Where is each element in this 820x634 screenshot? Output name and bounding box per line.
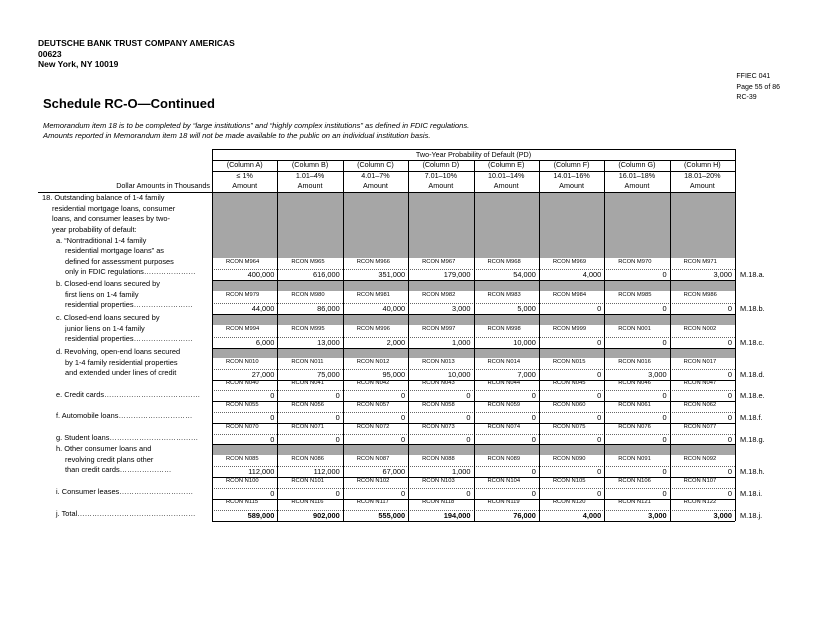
mdrm-code: RCON N046 <box>618 380 651 386</box>
cell-value: 0 <box>531 391 536 400</box>
column-range: 10.01–14% <box>488 171 525 180</box>
column-unit: Amount <box>428 181 454 190</box>
mdrm-code: RCON N115 <box>226 499 259 505</box>
dot-leader: ………………………………… <box>104 390 201 399</box>
column-unit: Amount <box>297 181 323 190</box>
label-line: b. Closed-end loans secured by <box>56 279 160 288</box>
label-line: j. Total <box>56 509 78 518</box>
dot-leader: ……………………………… <box>109 433 199 442</box>
cell-value: 3,000 <box>648 370 667 379</box>
label-line: than credit cards <box>65 465 120 475</box>
mdrm-code: RCON N121 <box>618 499 651 505</box>
label-line: revolving credit plans other <box>65 454 154 464</box>
cell-value: 0 <box>401 435 406 444</box>
bank-header <box>38 38 235 70</box>
mdrm-code: RCON N017 <box>683 359 717 365</box>
label-item-18 <box>42 193 175 235</box>
cell-value: 0 <box>727 391 732 400</box>
mdrm-code: RCON N116 <box>291 499 324 505</box>
mdrm-code: RCON M983 <box>487 292 521 298</box>
mdrm-code: RCON N117 <box>356 499 389 505</box>
mdrm-code: RCON M981 <box>356 292 390 298</box>
item-reference: M.18.c. <box>740 338 765 347</box>
cell-value: 0 <box>727 304 732 313</box>
group-header: Two-Year Probability of Default (PD) <box>415 150 532 159</box>
mdrm-code: RCON N073 <box>422 424 455 430</box>
column-name: (Column H) <box>683 160 721 169</box>
label-line: h. Other consumer loans and <box>56 444 152 453</box>
mdrm-code: RCON M998 <box>487 326 521 332</box>
mdrm-code: RCON N056 <box>291 402 324 408</box>
bank-cert: 00623 <box>38 48 62 59</box>
cell-value: 4,000 <box>582 511 602 520</box>
label-item-j <box>56 509 195 520</box>
mdrm-code: RCON N088 <box>422 456 455 462</box>
cell-value: 0 <box>662 467 667 476</box>
column-range: 7.01–10% <box>424 171 457 180</box>
mdrm-code: RCON M994 <box>226 326 260 332</box>
bank-location: New York, NY 10019 <box>38 59 119 69</box>
cell-value: 0 <box>597 370 602 379</box>
mdrm-code: RCON N107 <box>683 478 717 484</box>
item-reference: M.18.j. <box>740 511 763 520</box>
cell-value: 0 <box>401 413 406 422</box>
cell-value: 0 <box>597 304 602 313</box>
mdrm-code: RCON N092 <box>683 456 717 462</box>
mdrm-code: RCON M997 <box>422 326 456 332</box>
divider <box>212 521 735 522</box>
mdrm-code: RCON N077 <box>683 424 717 430</box>
mdrm-code: RCON N001 <box>618 326 651 332</box>
cell-value: 400,000 <box>247 270 275 279</box>
mdrm-code: RCON N070 <box>226 424 259 430</box>
cell-value: 0 <box>270 489 275 498</box>
mdrm-code: RCON N102 <box>356 478 390 484</box>
mdrm-code: RCON N059 <box>487 402 521 408</box>
mdrm-code: RCON N013 <box>422 359 455 365</box>
mdrm-code: RCON N122 <box>683 499 717 505</box>
label-item-b <box>56 279 193 311</box>
cell-value: 0 <box>270 391 275 400</box>
mdrm-code: RCON M985 <box>618 292 652 298</box>
cell-value: 0 <box>727 489 732 498</box>
mdrm-code: RCON N075 <box>552 424 586 430</box>
cell-value: 86,000 <box>317 304 340 313</box>
item-reference: M.18.g. <box>740 435 765 444</box>
column-unit: Amount <box>689 181 715 190</box>
column-range: 18.01–20% <box>684 171 721 180</box>
cell-value: 0 <box>531 467 536 476</box>
mdrm-code: RCON N076 <box>618 424 651 430</box>
item-reference: M.18.h. <box>740 467 765 476</box>
mdrm-code: RCON N103 <box>422 478 455 484</box>
label-line: loans, and consumer leases by two- <box>52 214 170 224</box>
mdrm-code: RCON N074 <box>487 424 521 430</box>
mdrm-code: RCON N043 <box>422 380 455 386</box>
dot-leader: ………………… <box>143 267 196 277</box>
cell-value: 4,000 <box>582 270 602 279</box>
cell-value: 0 <box>597 338 602 347</box>
mdrm-code: RCON N086 <box>291 456 324 462</box>
mdrm-code: RCON N055 <box>226 402 259 408</box>
mdrm-code: RCON N089 <box>487 456 521 462</box>
column-name: (Column G) <box>618 160 656 169</box>
dollar-amounts-label: Dollar Amounts in Thousands <box>116 181 210 190</box>
label-item-f <box>56 411 192 422</box>
dot-leader: ………………… <box>119 465 172 475</box>
mdrm-code: RCON N119 <box>487 499 520 505</box>
dot-leader: …………………… <box>133 300 193 310</box>
cell-value: 0 <box>466 489 471 498</box>
dot-leader: …………………… <box>133 334 193 344</box>
cell-value: 0 <box>662 413 667 422</box>
cell-value: 0 <box>401 489 406 498</box>
cell-value: 0 <box>531 435 536 444</box>
cell-value: 75,000 <box>317 370 340 379</box>
cell-value: 13,000 <box>317 338 340 347</box>
mdrm-code: RCON M982 <box>422 292 456 298</box>
divider <box>343 160 344 522</box>
label-line: i. Consumer leases <box>56 487 120 496</box>
mdrm-code: RCON N100 <box>226 478 259 484</box>
page-title: Schedule RC-O—Continued <box>43 96 215 111</box>
label-item-h <box>56 444 171 476</box>
cell-value: 0 <box>597 391 602 400</box>
mdrm-code: RCON N106 <box>618 478 651 484</box>
cell-value: 0 <box>662 391 667 400</box>
label-item-c <box>56 313 193 345</box>
cell-value: 0 <box>727 413 732 422</box>
divider <box>212 149 213 521</box>
mdrm-code: RCON M980 <box>291 292 325 298</box>
column-name: (Column D) <box>422 160 460 169</box>
column-range: 16.01–18% <box>618 171 656 180</box>
cell-value: 0 <box>597 489 602 498</box>
memo-line-2: Amounts reported in Memorandum item 18 will not be made available to the public on an individual institution basis. <box>43 131 431 140</box>
label-line: first liens on 1-4 family <box>65 289 139 299</box>
cell-value: 0 <box>335 489 340 498</box>
mdrm-code: RCON M966 <box>356 259 390 265</box>
cell-value: 194,000 <box>443 511 471 520</box>
cell-value: 67,000 <box>382 467 406 476</box>
cell-value: 3,000 <box>648 511 667 520</box>
mdrm-code: RCON N012 <box>356 359 390 365</box>
mdrm-code: RCON N015 <box>552 359 586 365</box>
cell-value: 76,000 <box>513 511 536 520</box>
schedule-ref: RC-39 <box>736 94 757 101</box>
divider <box>474 160 475 522</box>
mdrm-code: RCON N016 <box>618 359 651 365</box>
cell-value: 1,000 <box>452 338 471 347</box>
mdrm-code: RCON N047 <box>683 380 717 386</box>
cell-value: 1,000 <box>452 467 471 476</box>
item-reference: M.18.i. <box>740 489 763 498</box>
column-unit: Amount <box>624 181 650 190</box>
cell-value: 589,000 <box>247 511 275 520</box>
item-reference: M.18.b. <box>740 304 765 313</box>
label-item-d <box>56 347 180 379</box>
mdrm-code: RCON M970 <box>618 259 652 265</box>
mdrm-code: RCON N071 <box>291 424 324 430</box>
mdrm-code: RCON N057 <box>356 402 390 408</box>
mdrm-code: RCON N087 <box>356 456 390 462</box>
mdrm-code: RCON N090 <box>552 456 586 462</box>
mdrm-code: RCON N091 <box>618 456 651 462</box>
cell-value: 0 <box>466 413 471 422</box>
mdrm-code: RCON N002 <box>683 326 717 332</box>
mdrm-code: RCON N044 <box>487 380 521 386</box>
label-line: year probability of default: <box>52 224 137 234</box>
mdrm-code: RCON N105 <box>552 478 586 484</box>
mdrm-code: RCON M964 <box>226 259 260 265</box>
cell-value: 7,000 <box>517 370 536 379</box>
item-reference: M.18.f. <box>740 413 763 422</box>
cell-value: 44,000 <box>251 304 275 313</box>
mdrm-code: RCON M979 <box>226 292 260 298</box>
mdrm-code: RCON N062 <box>683 402 717 408</box>
mdrm-code: RCON N014 <box>487 359 521 365</box>
mdrm-code: RCON N041 <box>291 380 324 386</box>
cell-value: 0 <box>335 413 340 422</box>
label-line: only in FDIC regulations <box>65 267 144 277</box>
mdrm-code: RCON M967 <box>422 259 456 265</box>
mdrm-code: RCON N101 <box>291 478 324 484</box>
label-line: e. Credit cards <box>56 390 105 399</box>
cell-value: 0 <box>662 338 667 347</box>
column-range: 1.01–4% <box>295 171 325 180</box>
label-line: d. Revolving, open-end loans secured <box>56 347 181 356</box>
label-line: f. Automobile loans <box>56 411 119 420</box>
dot-leader: ………………………… <box>119 487 194 496</box>
cell-value: 902,000 <box>313 511 340 520</box>
page-number: Page 55 of 86 <box>736 83 780 91</box>
mdrm-code: RCON N120 <box>552 499 586 505</box>
mdrm-code: RCON N060 <box>552 402 586 408</box>
cell-value: 0 <box>662 304 667 313</box>
cell-value: 10,000 <box>447 370 471 379</box>
column-unit: Amount <box>363 181 388 190</box>
divider <box>277 160 278 522</box>
memo-note <box>43 121 469 141</box>
mdrm-code: RCON N118 <box>422 499 455 505</box>
mdrm-code: RCON M984 <box>552 292 587 298</box>
label-line: residential properties <box>65 300 134 310</box>
cell-value: 27,000 <box>251 370 275 379</box>
cell-value: 3,000 <box>713 511 732 520</box>
column-range: ≤ 1% <box>236 171 253 180</box>
label-line: g. Student loans <box>56 433 110 442</box>
divider <box>408 160 409 522</box>
label-line: residential properties <box>65 334 134 344</box>
column-unit: Amount <box>493 181 519 190</box>
column-unit: Amount <box>559 181 584 190</box>
mdrm-code: RCON M971 <box>683 259 717 265</box>
column-name: (Column A) <box>226 160 263 169</box>
divider <box>604 160 605 522</box>
cell-value: 0 <box>335 435 340 444</box>
mdrm-code: RCON M995 <box>291 326 325 332</box>
cell-value: 0 <box>727 467 732 476</box>
mdrm-code: RCON N085 <box>226 456 259 462</box>
cell-value: 2,000 <box>386 338 406 347</box>
mdrm-code: RCON M965 <box>291 259 325 265</box>
dot-leader: ………………………………………… <box>77 509 196 518</box>
mdrm-code: RCON M968 <box>487 259 521 265</box>
mdrm-code: RCON N072 <box>356 424 390 430</box>
cell-value: 0 <box>727 370 732 379</box>
cell-value: 112,000 <box>248 467 275 476</box>
cell-value: 0 <box>270 435 275 444</box>
mdrm-code: RCON N042 <box>356 380 390 386</box>
cell-value: 555,000 <box>378 511 406 520</box>
item-reference: M.18.e. <box>740 391 765 400</box>
cell-value: 0 <box>597 413 602 422</box>
mdrm-code: RCON N011 <box>291 359 324 365</box>
column-range: 14.01–16% <box>553 171 590 180</box>
form-reference <box>736 72 780 104</box>
column-range: 4.01–7% <box>361 171 390 180</box>
bank-name: DEUTSCHE BANK TRUST COMPANY AMERICAS <box>38 38 235 48</box>
item-reference: M.18.a. <box>740 270 765 279</box>
label-line: by 1-4 family residential properties <box>65 357 178 367</box>
mdrm-code: RCON M996 <box>356 326 390 332</box>
label-line: residential mortgage loans” as <box>65 246 165 256</box>
divider <box>735 149 736 521</box>
mdrm-code: RCON N045 <box>552 380 586 386</box>
cell-value: 3,000 <box>452 304 471 313</box>
mdrm-code: RCON N104 <box>487 478 521 484</box>
mdrm-code: RCON M986 <box>683 292 717 298</box>
cell-value: 6,000 <box>255 338 275 347</box>
label-line: 18. Outstanding balance of 1-4 family <box>42 193 165 202</box>
label-line: c. Closed-end loans secured by <box>56 313 160 322</box>
cell-value: 0 <box>531 413 536 422</box>
label-item-g <box>56 433 198 444</box>
label-item-e <box>56 390 200 401</box>
divider <box>539 160 540 522</box>
cell-value: 54,000 <box>513 270 536 279</box>
mdrm-code: RCON N010 <box>226 359 259 365</box>
cell-value: 5,000 <box>517 304 536 313</box>
cell-value: 0 <box>270 413 275 422</box>
cell-value: 0 <box>597 435 602 444</box>
label-line: residential mortgage loans, consumer <box>52 203 176 213</box>
cell-value: 0 <box>727 338 732 347</box>
cell-value: 0 <box>335 391 340 400</box>
label-item-i <box>56 487 193 498</box>
cell-value: 3,000 <box>713 270 732 279</box>
item-reference: M.18.d. <box>740 370 765 379</box>
column-unit: Amount <box>232 181 258 190</box>
cell-value: 351,000 <box>378 270 406 279</box>
divider <box>670 160 671 522</box>
mdrm-code: RCON M969 <box>552 259 587 265</box>
cell-value: 0 <box>662 435 667 444</box>
memo-line-1: Memorandum item 18 is to be completed by “large institutions” and “highly complex institutions” as defined in FDIC regulations. <box>43 121 470 130</box>
cell-value: 179,000 <box>443 270 471 279</box>
cell-value: 0 <box>597 467 602 476</box>
cell-value: 0 <box>662 270 667 279</box>
cell-value: 0 <box>531 489 536 498</box>
cell-value: 40,000 <box>382 304 406 313</box>
column-name: (Column E) <box>488 160 525 169</box>
cell-value: 0 <box>662 489 667 498</box>
cell-value: 95,000 <box>382 370 406 379</box>
cell-value: 0 <box>466 435 471 444</box>
mdrm-code: RCON N040 <box>226 380 259 386</box>
cell-value: 0 <box>401 391 406 400</box>
label-line: defined for assessment purposes <box>65 256 174 266</box>
label-line: a. “Nontraditional 1-4 family <box>56 235 147 245</box>
cell-value: 0 <box>466 391 471 400</box>
divider <box>212 149 735 150</box>
cell-value: 10,000 <box>513 338 536 347</box>
form-number: FFIEC 041 <box>736 73 771 80</box>
label-line: junior liens on 1-4 family <box>65 323 145 333</box>
mdrm-code: RCON M999 <box>552 326 587 332</box>
mdrm-code: RCON N061 <box>618 402 651 408</box>
label-item-a <box>56 236 196 278</box>
cell-value: 0 <box>727 435 732 444</box>
cell-value: 112,000 <box>313 467 340 476</box>
column-name: (Column B) <box>291 160 329 169</box>
cell-value: 616,000 <box>313 270 340 279</box>
dot-leader: ………………………… <box>118 411 193 420</box>
column-name: (Column F) <box>553 160 590 169</box>
label-line: and extended under lines of credit <box>65 368 177 378</box>
mdrm-code: RCON N058 <box>422 402 455 408</box>
column-name: (Column C) <box>357 160 394 169</box>
